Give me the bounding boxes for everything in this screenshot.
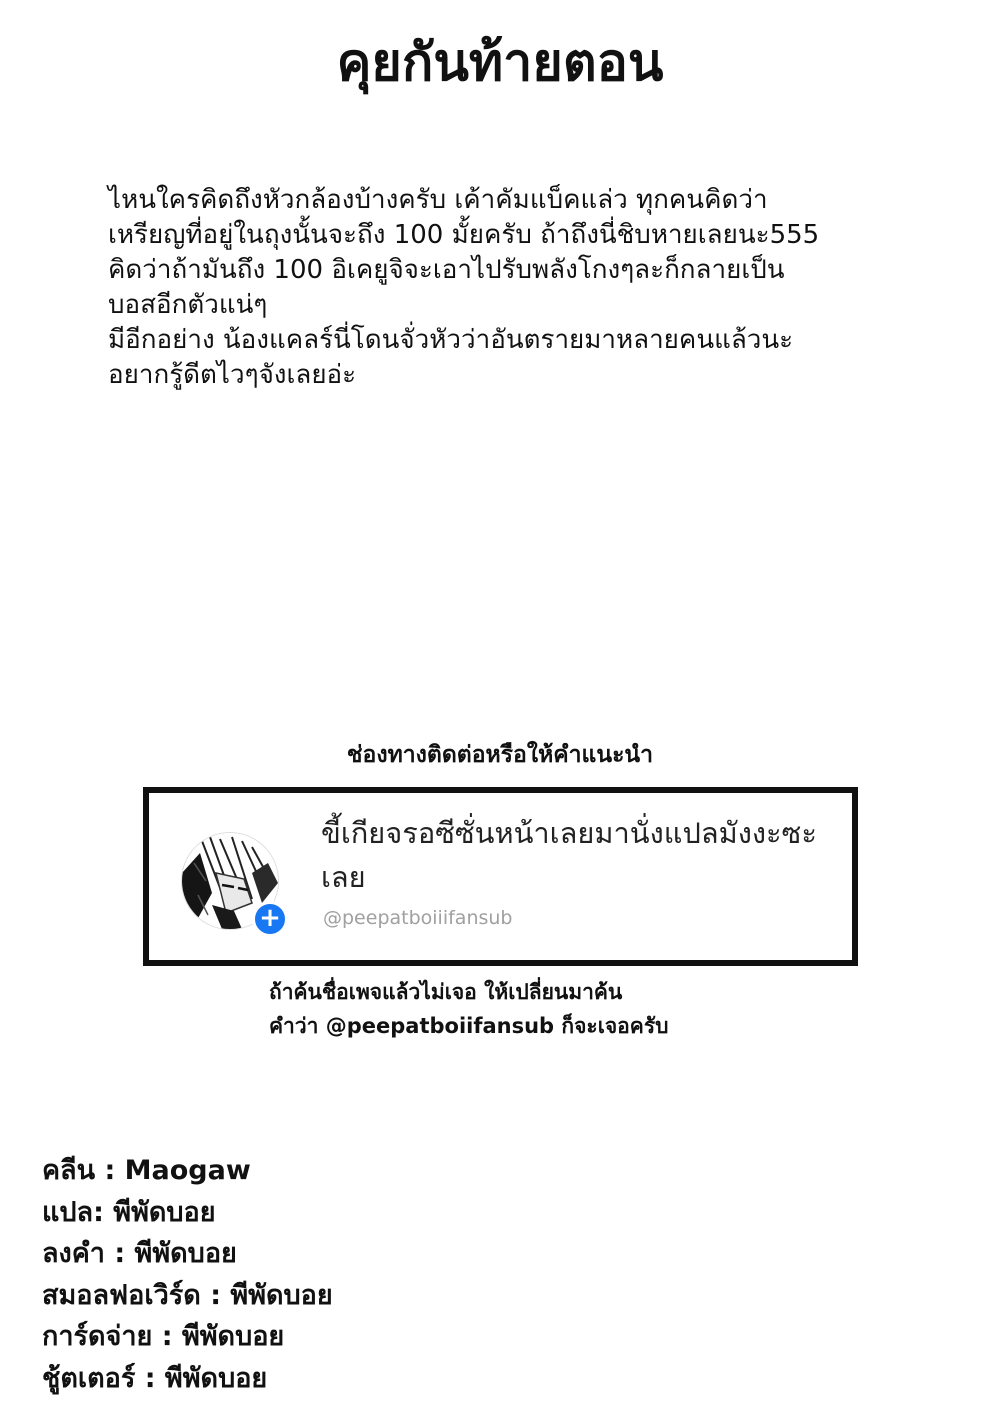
note-line: มีอีกอย่าง น้องแคลร์นี่โดนจั่วหัวว่าอันตรายมาหลายคนแล้วนะ xyxy=(108,325,794,355)
search-tip-line: ถ้าค้นชื่อเพจแล้วไม่เจอ ให้เปลี่ยนมาค้น xyxy=(269,980,623,1004)
facebook-page-card[interactable] xyxy=(143,787,858,966)
translator-notes xyxy=(108,183,978,393)
credit-item: การ์ดจ่าย : พีพัดบอย xyxy=(42,1321,285,1352)
page-title: คุยกันท้ายตอน xyxy=(336,33,664,93)
note-line: บอสอีกตัวแน่ๆ xyxy=(108,290,268,320)
page-handle: @peepatboiiifansub xyxy=(323,907,513,929)
search-tip xyxy=(269,975,969,1043)
credit-item: สมอลฟอเวิร์ด : พีพัดบอย xyxy=(42,1279,333,1311)
credit-item: ลงคำ : พีพัดบอย xyxy=(42,1238,237,1269)
search-tip-line: คำว่า @peepatboiifansub ก็จะเจอครับ xyxy=(269,1014,669,1038)
page-name[interactable]: ขี้เกียจรอซีซั่นหน้าเลยมานั่งแปลมังงะซะเลย xyxy=(321,816,817,894)
note-line: เหรียญที่อยู่ในถุงนั้นจะถึง 100 มั้ยครับ ถ้าถึงนี่ชิบหายเลยนะ555 xyxy=(108,220,820,250)
note-line: คิดว่าถ้ามันถึง 100 อิเคยูจิจะเอาไปรับพลังโกงๆละก็กลายเป็น xyxy=(108,255,785,285)
note-line: ไหนใครคิดถึงหัวกล้องบ้างครับ เค้าคัมแบ็คแล่ว ทุกคนคิดว่า xyxy=(108,185,768,215)
note-line: อยากรู้ดีตไวๆจังเลยอ่ะ xyxy=(108,360,357,390)
credits-list xyxy=(42,1150,942,1399)
credit-item: คลีน : Maogaw xyxy=(42,1155,251,1186)
follow-plus-icon[interactable]: + xyxy=(252,901,288,937)
credit-item: ชู้ตเตอร์ : พีพัดบอย xyxy=(42,1362,268,1394)
credit-item: แปล: พีพัดบอย xyxy=(42,1196,216,1228)
contact-heading: ช่องทางติดต่อหรือให้คำแนะนำ xyxy=(346,742,654,768)
